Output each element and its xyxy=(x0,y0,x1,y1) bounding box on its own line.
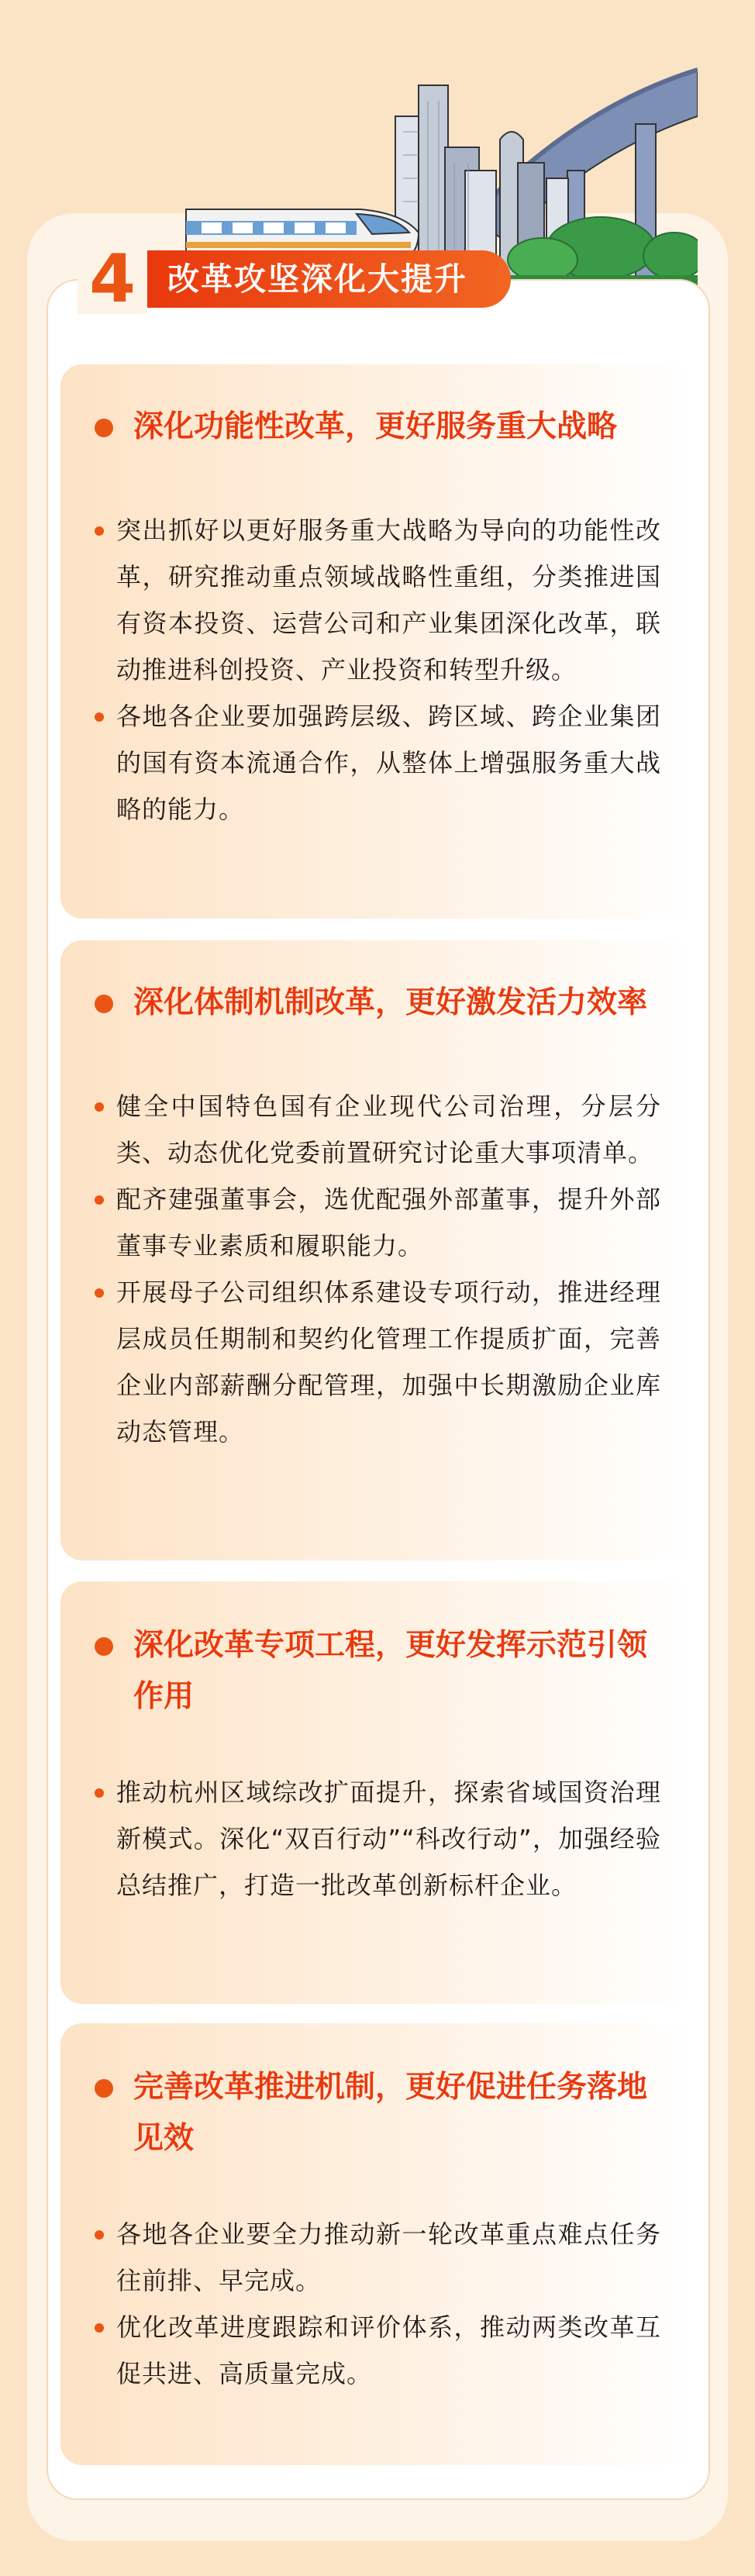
card-title-text: 深化体制机制改革，更好激发活力效率 xyxy=(133,985,648,1020)
card-title-text: 深化改革专项工程，更好发挥示范引领作用 xyxy=(133,1628,648,1714)
list-item: 各地各企业要加强跨层级、跨区域、跨企业集团的国有资本流通合作，从整体上增强服务重大战略的能力。 xyxy=(95,693,661,833)
list-item: 配齐建强董事会，选优配强外部董事，提升外部董事专业素质和履职能力。 xyxy=(95,1176,661,1269)
reform-card-3 xyxy=(60,1581,692,2004)
bullet-dot-icon xyxy=(95,419,113,437)
section-badge xyxy=(78,240,550,318)
list-item: 各地各企业要全力推动新一轮改革重点难点任务往前排、早完成。 xyxy=(95,2211,661,2304)
bullet-list xyxy=(95,507,661,833)
list-item: 推动杭州区域综改扩面提升，探索省域国资治理新模式。深化“双百行动”“科改行动”，加强经验总结推广，打造一批改革创新标杆企业。 xyxy=(95,1769,661,1909)
bullet-list xyxy=(95,2211,661,2397)
bullet-list xyxy=(95,1083,661,1455)
card-title-text: 深化功能性改革，更好服务重大战略 xyxy=(133,409,618,444)
card-title xyxy=(95,402,661,453)
card-title-text: 完善改革推进机制，更好促进任务落地见效 xyxy=(133,2070,648,2156)
list-item: 突出抓好以更好服务重大战略为导向的功能性改革，研究推动重点领域战略性重组，分类推进国有资本投资、运营公司和产业集团深化改革，联动推进科创投资、产业投资和转型升级。 xyxy=(95,507,661,693)
card-title xyxy=(95,978,661,1029)
bullet-dot-icon xyxy=(95,2079,113,2098)
list-item: 开展母子公司组织体系建设专项行动，推进经理层成员任期制和契约化管理工作提质扩面，完善企业内部薪酬分配管理，加强中长期激励企业库动态管理。 xyxy=(95,1269,661,1455)
card-title xyxy=(95,1620,661,1723)
bullet-dot-icon xyxy=(95,995,113,1013)
list-item: 优化改革进度跟踪和评价体系，推动两类改革互促共进、高质量完成。 xyxy=(95,2304,661,2397)
bullet-list xyxy=(95,1769,661,1909)
reform-card-4 xyxy=(60,2023,692,2465)
card-title xyxy=(95,2062,661,2164)
list-item: 健全中国特色国有企业现代公司治理，分层分类、动态优化党委前置研究讨论重大事项清单。 xyxy=(95,1083,661,1176)
bullet-dot-icon xyxy=(95,1637,113,1656)
reform-card-2 xyxy=(60,940,692,1560)
reform-card-1 xyxy=(60,364,692,919)
section-number: 4 xyxy=(78,244,147,314)
section-title: 改革攻坚深化大提升 xyxy=(140,250,511,308)
